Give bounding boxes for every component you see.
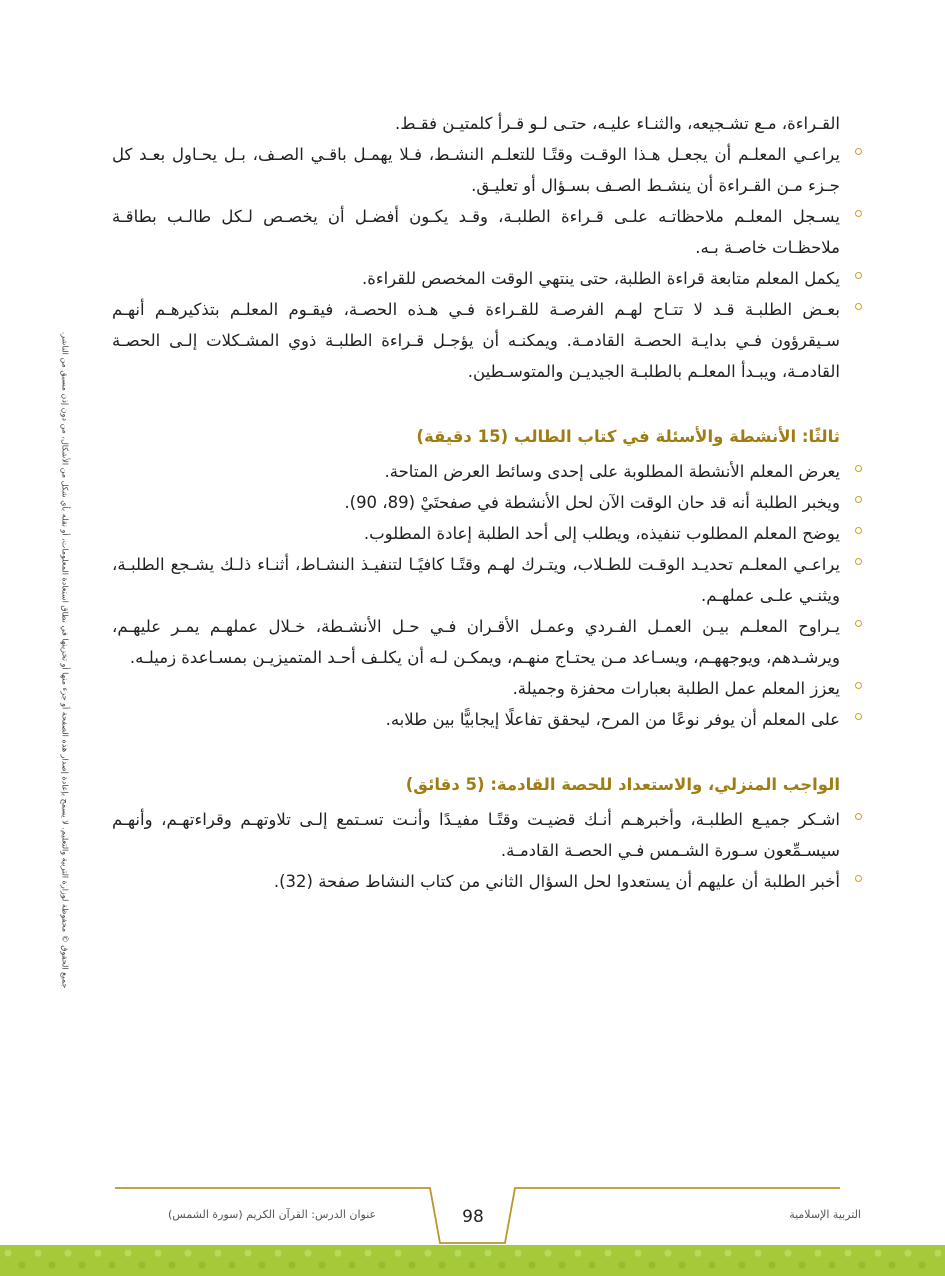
list-item bbox=[112, 263, 840, 294]
list-item-text: على المعلم أن يوفر نوعًا من المرح، ليحقق تفاعلًا إيجابيًّا بين طلابه. bbox=[385, 710, 840, 729]
list-item-text: بعـض الطلبـة قـد لا تتـاح لهـم الفرصـة للقـراءة فـي هـذه الحصـة، فيقـوم المعلـم بتذكيرهـم أنهـم سـيقرؤون فـي بدايـة الحصـة القادمـة. ويمكنـه أن يؤجـل قـراءة الطلبـة ذوي المشـكلات إلـى الحصـة القادمـة، ويبـدأ المعلـم بالطلبـة الجيديـن والمتوسـطين. bbox=[112, 300, 840, 381]
circle-bullet-icon bbox=[855, 303, 862, 310]
circle-bullet-icon bbox=[855, 620, 862, 627]
list-item bbox=[112, 704, 840, 735]
list-item-text: أخبر الطلبة أن عليهم أن يستعدوا لحل السؤال الثاني من كتاب النشاط صفحة (32). bbox=[273, 872, 840, 891]
copyright-side-note bbox=[50, 300, 80, 1020]
page-content bbox=[112, 108, 840, 897]
circle-bullet-icon bbox=[855, 527, 862, 534]
list-item-text: يكمل المعلم متابعة قراءة الطلبة، حتى ينتهي الوقت المخصص للقراءة. bbox=[361, 269, 840, 288]
list-item bbox=[112, 518, 840, 549]
circle-bullet-icon bbox=[855, 148, 862, 155]
list-item-text: يوضح المعلم المطلوب تنفيذه، ويطلب إلى أحد الطلبة إعادة المطلوب. bbox=[363, 524, 840, 543]
footer-lesson-title: عنوان الدرس: القرآن الكريم (سورة الشمس) bbox=[168, 1208, 377, 1221]
list-item-text: يراعـي المعلـم تحديـد الوقـت للطـلاب، ويتـرك لهـم وقتًـا كافيًـا لتنفيـذ النشـاط، أثنـاء ذلـك يشـجع الطلبـة، ويثنـي علـى عملهـم. bbox=[112, 555, 840, 605]
list-item-text: يراعـي المعلـم أن يجعـل هـذا الوقـت وقتًـا للتعلـم النشـط، فـلا يهمـل باقـي الصـف، بـل يحـاول بعـد كل جـزء مـن القـراءة أن ينشـط الصـف بسـؤال أو تعليـق. bbox=[112, 145, 840, 195]
activities-heading: ثالثًا: الأنشطة والأسئلة في كتاب الطالب (15 دقيقة) bbox=[416, 427, 840, 446]
list-item bbox=[112, 866, 840, 897]
circle-bullet-icon bbox=[855, 682, 862, 689]
footer-subject: التربية الإسلامية bbox=[789, 1208, 861, 1221]
list-item bbox=[112, 294, 840, 387]
list-item bbox=[112, 456, 840, 487]
list-item-text: يعرض المعلم الأنشطة المطلوبة على إحدى وسائط العرض المتاحة. bbox=[384, 462, 840, 481]
copyright-text: جميع الحقوق © محفوظة لوزارة التربية والتعليم. لا يسمح بإعادة إصدار هذه الصفحة أو جزء منها أو تخزينها في نطاق استعادة المعلومات، أو نقله بأي شكل من الأشكال، من دون إذن مسبق من الناشر. bbox=[60, 331, 70, 989]
list-item bbox=[112, 201, 840, 263]
list-item-text: يسـجل المعلـم ملاحظاتـه علـى قـراءة الطلبـة، وقـد يكـون أفضـل أن يخصـص لـكل طالـب بطاقـة ملاحظـات خاصـة بـه. bbox=[112, 207, 840, 257]
homework-heading: الواجب المنزلي، والاستعداد للحصة القادمة: (5 دقائق) bbox=[405, 775, 840, 794]
list-item-text: يعزز المعلم عمل الطلبة بعبارات محفزة وجميلة. bbox=[512, 679, 840, 698]
circle-bullet-icon bbox=[855, 496, 862, 503]
list-item bbox=[112, 487, 840, 518]
list-item bbox=[112, 139, 840, 201]
list-item-text: يـراوح المعلـم بيـن العمـل الفـردي وعمـل الأقـران فـي حـل الأنشـطة، خـلال عملهـم يمـر عليهـم، ويرشـدهم، ويوجههـم، ويسـاعد مـن يحتـاج منهـم، ويمكـن لـه أن يكلـف أحـد المتميزيـن بمسـاعدة زميلـه. bbox=[112, 617, 840, 667]
circle-bullet-icon bbox=[855, 272, 862, 279]
activities-list bbox=[112, 456, 840, 735]
circle-bullet-icon bbox=[855, 465, 862, 472]
reading-guidance-list bbox=[112, 139, 840, 387]
list-item bbox=[112, 611, 840, 673]
list-item-text: اشـكر جميـع الطلبـة، وأخبرهـم أنـك قضيـت وقتًـا مفيـدًا وأنـت تسـتمع إلـى تلاوتهـم وقراءتهـم، وأنهـم سيسـمِّعون سـورة الشـمس فـي الحصـة القادمـة. bbox=[112, 810, 840, 860]
list-item bbox=[112, 804, 840, 866]
page-number: 98 bbox=[462, 1207, 484, 1227]
list-item-text: ويخبر الطلبة أنه قد حان الوقت الآن لحل الأنشطة في صفحتَيْ (89، 90). bbox=[344, 493, 840, 512]
decorative-green-band bbox=[0, 1245, 945, 1276]
circle-bullet-icon bbox=[855, 558, 862, 565]
list-item bbox=[112, 549, 840, 611]
circle-bullet-icon bbox=[855, 713, 862, 720]
list-item bbox=[112, 673, 840, 704]
circle-bullet-icon bbox=[855, 813, 862, 820]
homework-list bbox=[112, 804, 840, 897]
circle-bullet-icon bbox=[855, 210, 862, 217]
circle-bullet-icon bbox=[855, 875, 862, 882]
intro-paragraph: القـراءة، مـع تشـجيعه، والثنـاء عليـه، حتـى لـو قـرأ كلمتيـن فقـط. bbox=[395, 114, 840, 133]
